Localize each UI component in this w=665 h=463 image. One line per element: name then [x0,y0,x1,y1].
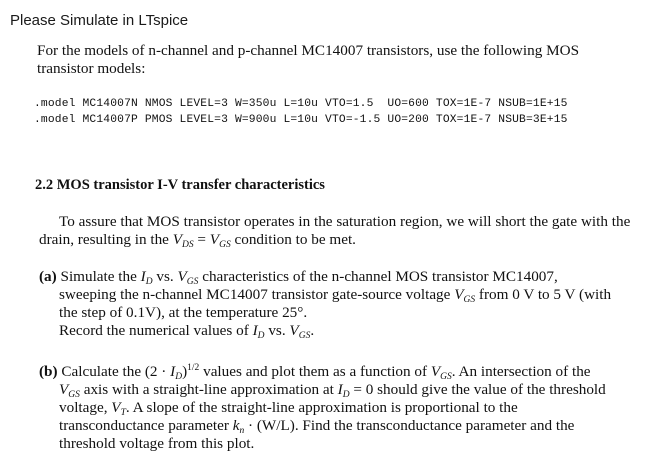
math-k: k [232,417,240,434]
paragraph-text-b: the drain, resulting in the [39,213,631,248]
item-a-line-1 [39,268,654,286]
section-title: 2.2 MOS transistor I-V transfer characteristics [35,177,325,193]
math-v: V [111,399,121,416]
math-sub-t: T [120,408,126,418]
item-a-text: sweeping the n-channel MC14007 transistor gate-source voltage [59,286,455,303]
item-b-text: transconductance parameter [59,417,233,434]
item-b-line-1 [39,363,654,381]
intro-line-2: transistor models: [37,60,146,77]
item-a-text: from 0 V to 5 V (with [475,286,612,303]
item-a-text: characteristics of the n-channel MOS transistor MC14007, [198,268,558,285]
pmos-model-line: .model MC14007P PMOS LEVEL=3 W=900u L=10u VTO=-1.5 UO=200 TOX=1E-7 NSUB=3E+15 [34,114,568,126]
nmos-model-line: .model MC14007N NMOS LEVEL=3 W=350u L=10u VTO=1.5 UO=600 TOX=1E-7 NSUB=1E+15 [34,98,568,110]
paragraph-text-a: To assure that MOS transistor operates in the saturation region, we will short the gate with [59,213,608,230]
math-i: I [337,381,343,398]
item-b-text: · (W/L). Find the transconductance parameter and the [244,417,575,434]
math-sub-ds: DS [182,240,194,250]
item-a-text: Simulate the [56,268,141,285]
item-a-line-3: the step of 0.1V), at the temperature 25°. [59,304,308,321]
math-sub-d: D [145,277,153,287]
math-i: I [170,363,176,380]
saturation-paragraph [39,213,654,249]
item-a-text: Record the numerical values of [59,322,253,339]
item-b-text: values and plot them as a function of [199,363,431,380]
math-sub-gs: GS [219,240,231,250]
math-sub-gs: GS [186,277,199,287]
item-b-text: voltage, [59,399,112,416]
item-a [39,268,654,340]
item-b-text: Calculate the (2 · [57,363,171,380]
math-sub-gs: GS [68,390,80,400]
math-equals-zero: = 0 [349,381,374,398]
math-i: I [252,322,258,339]
paragraph-text-c: condition to be met. [230,231,356,248]
item-a-text: . [310,322,315,339]
math-v: V [209,231,220,248]
item-b-line-2 [39,381,654,399]
math-sub-gs: GS [463,295,476,305]
item-b-line-4 [39,417,654,435]
math-v: V [454,286,464,303]
page-header: Please Simulate in LTspice [10,12,189,29]
math-i: I [140,268,146,285]
math-v: V [59,381,69,398]
math-sub-d: D [342,390,350,400]
item-a-text: vs. [152,268,178,285]
intro-line-1: For the models of n-channel and p-channel MC14007 transistors, use the following MOS [37,42,580,59]
intro-paragraph [37,42,647,78]
item-b-text: ) [182,363,188,380]
item-b-text: axis with a straight-line approximation at [79,381,338,398]
math-v: V [172,231,182,248]
item-b [39,363,654,453]
math-equals: = [193,231,210,248]
math-v: V [430,363,441,380]
math-sup-half: 1/2 [187,363,200,373]
item-a-label: (a) [39,268,57,285]
math-sub-d: D [257,331,265,341]
math-sub-gs: GS [298,331,311,341]
math-sub-n: n [239,426,245,436]
math-sub-gs: GS [440,372,452,382]
item-a-text: vs. [264,322,290,339]
math-sub-d: D [175,372,183,382]
item-b-text: . A slope of the straight-line approximation is proportional to the [125,399,518,416]
item-b-label: (b) [39,363,58,380]
math-v: V [289,322,299,339]
item-b-line-5: threshold voltage from this plot. [59,435,255,452]
item-b-line-3 [39,399,654,417]
item-b-text: . An intersection of the [451,363,591,380]
item-a-line-2 [39,286,654,304]
math-v: V [177,268,187,285]
item-a-line-4 [39,322,654,340]
item-b-text: should give the value of the threshold [373,381,606,398]
